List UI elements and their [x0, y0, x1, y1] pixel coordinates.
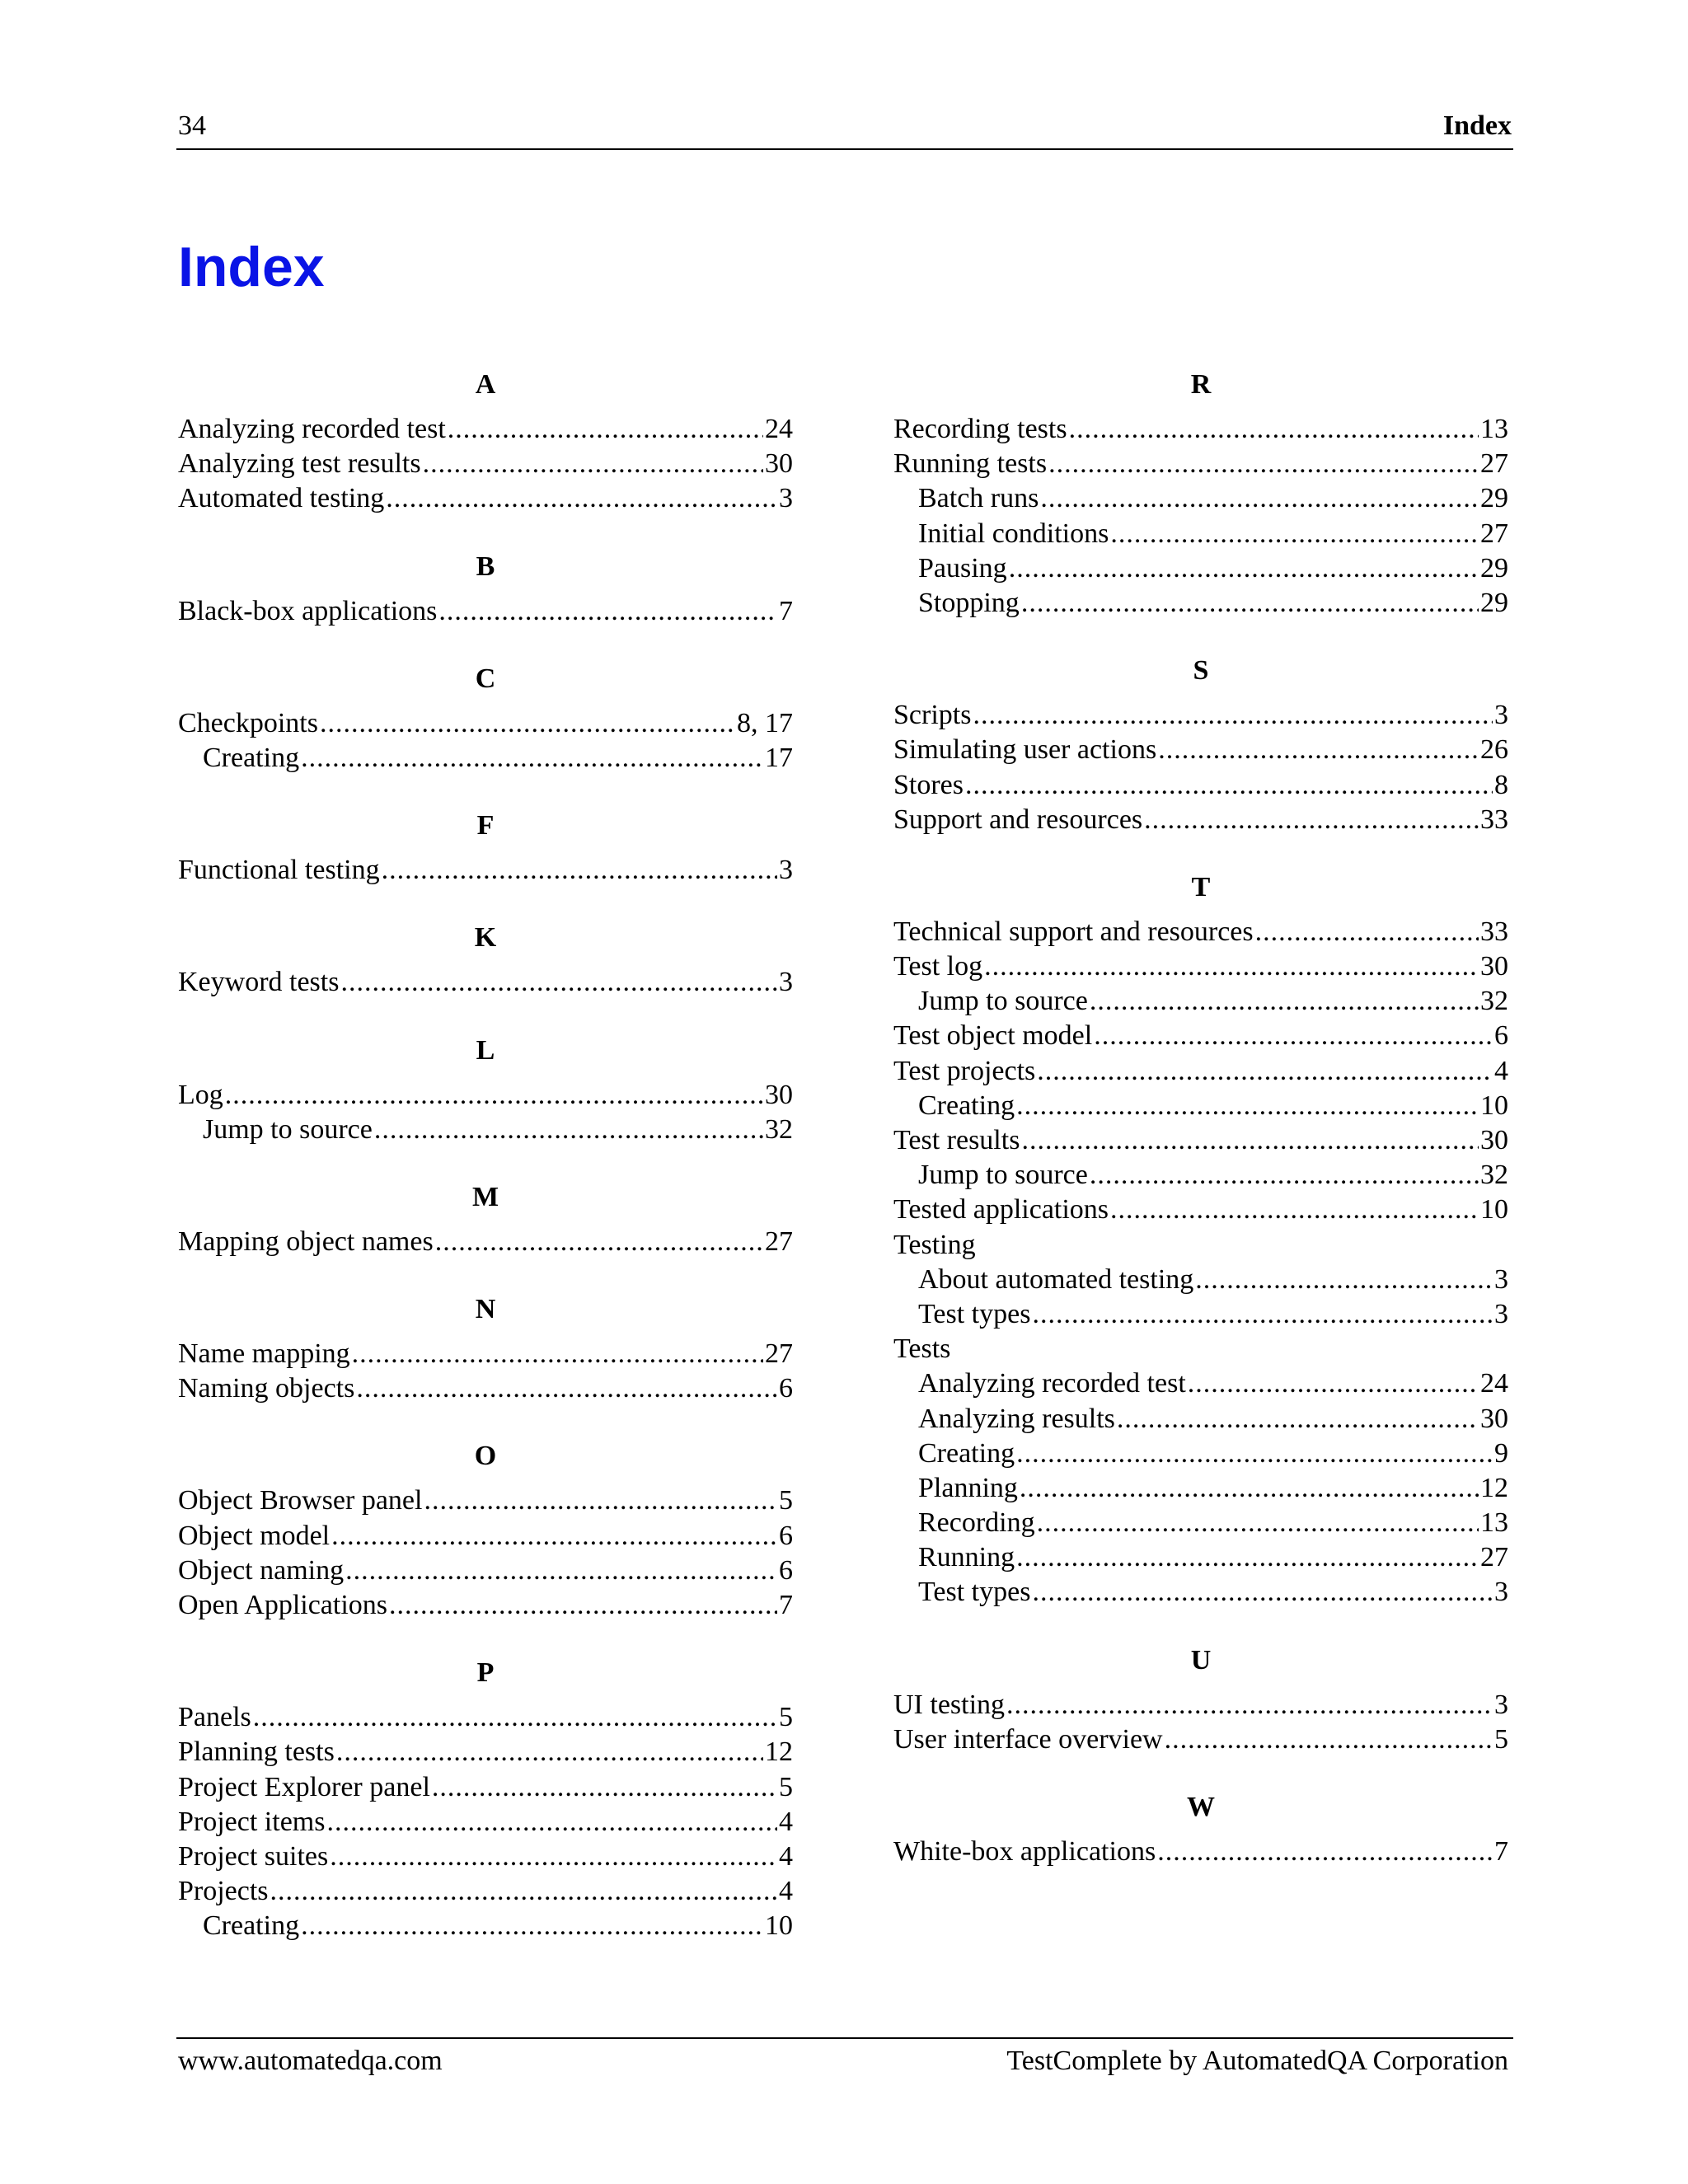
- index-entry-page: 30: [765, 1079, 793, 1110]
- index-letter-heading: C: [475, 663, 496, 694]
- index-entry-term: Scripts: [893, 700, 972, 731]
- index-letter-heading: F: [476, 810, 495, 841]
- dot-leader: [301, 1909, 763, 1943]
- dot-leader: [1016, 1089, 1479, 1123]
- index-entry-term: Jump to source: [918, 1160, 1088, 1191]
- index-entry-term: Testing: [893, 1229, 976, 1260]
- index-entry-page: 9: [1494, 1437, 1508, 1469]
- index-entry[interactable]: [893, 768, 1508, 803]
- index-subentry[interactable]: [893, 517, 1508, 551]
- index-entry-page: 4: [1494, 1055, 1508, 1086]
- index-entry-page: 4: [779, 1876, 793, 1907]
- index-entry-page: 8: [1494, 769, 1508, 800]
- index-entry-term: Stores: [893, 769, 964, 800]
- index-entry[interactable]: [178, 1371, 793, 1406]
- index-subentry[interactable]: [178, 741, 793, 776]
- index-entry-term: Naming objects: [178, 1373, 355, 1404]
- index-entry-term: Creating: [918, 1090, 1015, 1121]
- index-entry-page: 24: [765, 414, 793, 444]
- index-entry[interactable]: [893, 1054, 1508, 1089]
- dot-leader: [1110, 517, 1479, 551]
- dot-leader: [1040, 481, 1479, 516]
- index-entry-page: 27: [765, 1226, 793, 1257]
- dot-leader: [448, 412, 763, 447]
- index-entry-page: 6: [779, 1520, 793, 1551]
- index-entry-term: Stopping: [918, 587, 1020, 618]
- index-entry[interactable]: [178, 1078, 793, 1113]
- index-entry[interactable]: [893, 698, 1508, 733]
- index-entry-page: 29: [1480, 587, 1508, 618]
- index-entry-page: 29: [1480, 552, 1508, 583]
- index-subentry[interactable]: [893, 586, 1508, 621]
- index-entry[interactable]: [178, 853, 793, 888]
- index-entry-page: 33: [1480, 916, 1508, 947]
- index-entry[interactable]: [178, 1519, 793, 1554]
- index-entry[interactable]: [893, 915, 1508, 949]
- index-entry-term: Creating: [203, 742, 300, 773]
- index-entry-page: 10: [1480, 1090, 1508, 1121]
- index-entry-page: 32: [1480, 1160, 1508, 1191]
- index-subentry[interactable]: [178, 1113, 793, 1147]
- index-entry-term: Support and resources: [893, 804, 1143, 835]
- index-letter-heading: L: [476, 1034, 495, 1066]
- dot-leader: [1016, 1436, 1493, 1471]
- index-entry-term: Object Browser panel: [178, 1485, 423, 1516]
- index-subentry[interactable]: [893, 1471, 1508, 1506]
- index-entry-page: 3: [779, 967, 793, 998]
- index-entry-term: Open Applications: [178, 1590, 388, 1620]
- index-entry-page: 5: [1494, 1723, 1508, 1755]
- dot-leader: [1090, 984, 1479, 1019]
- dot-leader: [356, 1371, 777, 1406]
- running-header-title: Index: [1442, 110, 1512, 141]
- index-entry-page: 6: [1494, 1020, 1508, 1052]
- index-entry-term: UI testing: [893, 1689, 1006, 1720]
- index-entry-term: Planning: [918, 1472, 1018, 1503]
- index-entry-page: 12: [1480, 1472, 1508, 1503]
- index-entry[interactable]: [893, 803, 1508, 837]
- index-letter-heading: K: [474, 922, 497, 954]
- dot-leader: [432, 1770, 777, 1805]
- index-entry[interactable]: [178, 594, 793, 629]
- index-entry-term: Keyword tests: [178, 967, 340, 998]
- index-entry-term: Creating: [918, 1437, 1015, 1469]
- index-entry-term: Jump to source: [918, 986, 1088, 1017]
- index-entry-page: 24: [1480, 1368, 1508, 1399]
- index-entry-page: 6: [779, 1554, 793, 1586]
- index-entry-term: Project suites: [178, 1840, 329, 1872]
- index-entry-term: Test results: [893, 1125, 1020, 1155]
- index-entry-page: 10: [765, 1910, 793, 1942]
- index-entry-term: Analyzing recorded test: [178, 414, 446, 444]
- index-entry-term: White-box applications: [893, 1836, 1156, 1867]
- index-subentry[interactable]: [893, 1506, 1508, 1540]
- index-letter-heading: N: [475, 1294, 496, 1325]
- index-entry-page: 5: [779, 1771, 793, 1802]
- index-entry-page: 13: [1480, 414, 1508, 444]
- dot-leader: [386, 481, 777, 516]
- dot-leader: [336, 1735, 763, 1769]
- dot-leader: [326, 1805, 777, 1840]
- index-entry-term: Running tests: [893, 448, 1048, 480]
- page-number: 34: [178, 110, 206, 141]
- index-entry-page: 7: [779, 595, 793, 626]
- index-entry-term: About automated testing: [918, 1263, 1194, 1295]
- dot-leader: [438, 594, 777, 629]
- index-entry-page: 5: [779, 1485, 793, 1516]
- index-subentry[interactable]: [893, 1436, 1508, 1471]
- index-entry[interactable]: [178, 1805, 793, 1840]
- dot-leader: [1021, 586, 1479, 621]
- index-entry-term: Running: [918, 1542, 1015, 1573]
- index-entry-term: Technical support and resources: [893, 916, 1254, 947]
- index-entry-page: 13: [1480, 1507, 1508, 1539]
- index-entry-page: 30: [1480, 1125, 1508, 1155]
- index-entry-page: 5: [779, 1702, 793, 1733]
- dot-leader: [340, 965, 777, 1000]
- page-footer: [176, 2037, 1513, 2076]
- index-entry-term: Functional testing: [178, 855, 380, 886]
- index-entry-term: Project Explorer panel: [178, 1771, 430, 1802]
- index-entry-term: Project items: [178, 1806, 326, 1837]
- index-entry-page: 3: [779, 855, 793, 886]
- index-entry[interactable]: [178, 1554, 793, 1588]
- index-entry-page: 30: [1480, 1403, 1508, 1434]
- index-entry-term: User interface overview: [893, 1723, 1163, 1755]
- dot-leader: [225, 1078, 763, 1113]
- index-entry[interactable]: [893, 1722, 1508, 1757]
- index-entry[interactable]: [178, 1770, 793, 1805]
- dot-leader: [424, 1483, 777, 1518]
- index-subentry[interactable]: [893, 1540, 1508, 1575]
- index-entry-term: Jump to source: [203, 1113, 373, 1145]
- index-entry-term: Creating: [203, 1910, 300, 1942]
- dot-leader: [1021, 1123, 1479, 1158]
- index-entry-page: 3: [1494, 1298, 1508, 1329]
- page-title: Index: [178, 236, 325, 298]
- dot-leader: [1255, 915, 1479, 949]
- index-entry[interactable]: [178, 412, 793, 447]
- index-subentry[interactable]: [893, 1089, 1508, 1123]
- index-entry-term: Projects: [178, 1876, 269, 1907]
- dot-leader: [1158, 733, 1479, 767]
- dot-leader: [423, 447, 763, 481]
- dot-leader: [1048, 447, 1479, 481]
- dot-leader: [352, 1337, 763, 1371]
- index-entry-term: Test object model: [893, 1020, 1093, 1052]
- index-subentry[interactable]: [893, 1575, 1508, 1610]
- index-entry[interactable]: [893, 1688, 1508, 1722]
- index-entry-page: 8, 17: [737, 707, 793, 738]
- dot-leader: [382, 853, 777, 888]
- index-entry-term: Automated testing: [178, 483, 385, 514]
- index-entry-page: 30: [1480, 951, 1508, 982]
- dot-leader: [1144, 803, 1479, 837]
- index-entry[interactable]: [893, 1835, 1508, 1869]
- index-entry[interactable]: [178, 1225, 793, 1259]
- index-entry-term: Log: [178, 1079, 223, 1110]
- index-entry-term: Analyzing recorded test: [918, 1368, 1186, 1399]
- dot-leader: [1009, 551, 1479, 586]
- index-entry[interactable]: [893, 1019, 1508, 1053]
- index-letter-heading: M: [471, 1181, 499, 1212]
- index-entry-term: Black-box applications: [178, 595, 438, 626]
- index-entry-term: Batch runs: [918, 483, 1039, 514]
- index-entry-term: Analyzing test results: [178, 448, 421, 480]
- index-entry[interactable]: [178, 447, 793, 481]
- dot-leader: [1020, 1471, 1479, 1506]
- dot-leader: [1090, 1158, 1479, 1193]
- index-entry-term: Recording tests: [893, 414, 1067, 444]
- dot-leader: [253, 1700, 777, 1735]
- index-entry[interactable]: [893, 733, 1508, 767]
- index-entry[interactable]: [893, 1228, 1508, 1263]
- dot-leader: [1165, 1722, 1493, 1757]
- index-entry-page: 3: [1494, 1577, 1508, 1608]
- index-entry-page: 27: [1480, 518, 1508, 549]
- index-letter-heading: A: [475, 369, 496, 400]
- index-entry-page: 3: [779, 483, 793, 514]
- index-subentry[interactable]: [893, 551, 1508, 586]
- index-entry-term: Analyzing results: [918, 1403, 1115, 1434]
- index-letter-heading: P: [476, 1657, 495, 1689]
- index-entry-page: 30: [765, 448, 793, 480]
- index-entry-page: 12: [765, 1736, 793, 1768]
- index-entry-page: 26: [1480, 734, 1508, 766]
- index-subentry[interactable]: [893, 1263, 1508, 1297]
- index-subentry[interactable]: [893, 1158, 1508, 1193]
- index-entry-page: 29: [1480, 483, 1508, 514]
- index-subentry[interactable]: [893, 481, 1508, 516]
- dot-leader: [330, 1840, 777, 1874]
- index-entry[interactable]: [178, 1483, 793, 1518]
- index-letter-heading: R: [1190, 369, 1212, 400]
- dot-leader: [1117, 1402, 1479, 1436]
- index-entry-term: Test projects: [893, 1055, 1036, 1086]
- index-letter-heading: W: [1187, 1792, 1215, 1822]
- index-entry-page: 6: [779, 1373, 793, 1404]
- index-entry[interactable]: [178, 965, 793, 1000]
- index-subentry[interactable]: [178, 1909, 793, 1943]
- index-letter-heading: U: [1190, 1644, 1212, 1675]
- dot-leader: [965, 768, 1493, 803]
- dot-leader: [1069, 412, 1479, 447]
- index-entry-page: 32: [1480, 986, 1508, 1017]
- index-entry[interactable]: [178, 1874, 793, 1909]
- dot-leader: [973, 698, 1493, 733]
- footer-product: TestComplete by AutomatedQA Corporation: [1006, 2046, 1508, 2076]
- index-right-column: [893, 359, 1508, 1869]
- index-entry-term: Test log: [893, 951, 983, 982]
- dot-leader: [1195, 1263, 1493, 1297]
- dot-leader: [270, 1874, 777, 1909]
- index-letter-heading: T: [1191, 871, 1211, 902]
- footer-url: www.automatedqa.com: [178, 2046, 443, 2076]
- index-entry-page: 27: [765, 1338, 793, 1370]
- index-entry-page: 7: [1494, 1836, 1508, 1867]
- index-entry-term: Checkpoints: [178, 707, 318, 738]
- dot-leader: [435, 1225, 763, 1259]
- dot-leader: [1157, 1835, 1493, 1869]
- index-subentry[interactable]: [893, 1402, 1508, 1436]
- index-letter-heading: O: [474, 1441, 497, 1472]
- index-entry-page: 17: [765, 742, 793, 773]
- index-letter-heading: B: [476, 551, 495, 582]
- index-entry[interactable]: [893, 412, 1508, 447]
- index-entry-page: 3: [1494, 700, 1508, 731]
- index-subentry[interactable]: [893, 984, 1508, 1019]
- dot-leader: [374, 1113, 763, 1147]
- index-entry-page: 7: [779, 1590, 793, 1620]
- index-entry-term: Tests: [893, 1333, 951, 1365]
- index-entry-page: 33: [1480, 804, 1508, 835]
- dot-leader: [1188, 1366, 1479, 1401]
- dot-leader: [1110, 1193, 1479, 1227]
- index-entry[interactable]: [178, 706, 793, 741]
- dot-leader: [984, 949, 1479, 984]
- dot-leader: [389, 1588, 777, 1623]
- index-subentry[interactable]: [893, 1366, 1508, 1401]
- index-entry-term: Tested applications: [893, 1194, 1109, 1226]
- dot-leader: [1016, 1540, 1479, 1575]
- dot-leader: [1094, 1019, 1493, 1053]
- dot-leader: [1032, 1297, 1493, 1332]
- page-header: [176, 107, 1513, 150]
- dot-leader: [1037, 1506, 1479, 1540]
- index-entry-term: Recording: [918, 1507, 1035, 1539]
- index-entry[interactable]: [893, 949, 1508, 984]
- index-entry-term: Simulating user actions: [893, 734, 1157, 766]
- dot-leader: [320, 706, 735, 741]
- index-entry-page: 4: [779, 1840, 793, 1872]
- index-entry-page: 4: [779, 1806, 793, 1837]
- index-letter-heading: S: [1193, 655, 1209, 687]
- index-entry-term: Test types: [918, 1298, 1031, 1329]
- index-entry[interactable]: [893, 1123, 1508, 1158]
- index-entry-term: Test types: [918, 1577, 1031, 1608]
- index-entry[interactable]: [178, 481, 793, 516]
- index-entry[interactable]: [178, 1735, 793, 1769]
- index-entry[interactable]: [178, 1588, 793, 1623]
- dot-leader: [301, 741, 763, 776]
- index-entry[interactable]: [178, 1337, 793, 1371]
- index-entry-page: 27: [1480, 1542, 1508, 1573]
- index-entry[interactable]: [893, 447, 1508, 481]
- index-entry-term: Panels: [178, 1702, 251, 1733]
- index-entry-page: 3: [1494, 1263, 1508, 1295]
- index-entry-term: Pausing: [918, 552, 1007, 583]
- index-entry[interactable]: [893, 1193, 1508, 1227]
- index-entry[interactable]: [178, 1700, 793, 1735]
- index-entry-term: Initial conditions: [918, 518, 1109, 549]
- index-left-column: [178, 359, 793, 1944]
- dot-leader: [1037, 1054, 1493, 1089]
- index-entry-page: 3: [1494, 1689, 1508, 1720]
- index-entry-page: 27: [1480, 448, 1508, 480]
- index-entry-term: Object model: [178, 1520, 331, 1551]
- index-entry[interactable]: [178, 1840, 793, 1874]
- index-entry-term: Object naming: [178, 1554, 345, 1586]
- dot-leader: [345, 1554, 777, 1588]
- index-entry[interactable]: [893, 1332, 1508, 1366]
- index-entry-term: Name mapping: [178, 1338, 350, 1370]
- index-entry-term: Planning tests: [178, 1736, 335, 1768]
- index-entry-term: Mapping object names: [178, 1226, 434, 1257]
- dot-leader: [331, 1519, 777, 1554]
- index-entry-page: 32: [765, 1113, 793, 1145]
- dot-leader: [1032, 1575, 1493, 1610]
- index-subentry[interactable]: [893, 1297, 1508, 1332]
- index-entry-page: 10: [1480, 1194, 1508, 1226]
- dot-leader: [1006, 1688, 1493, 1722]
